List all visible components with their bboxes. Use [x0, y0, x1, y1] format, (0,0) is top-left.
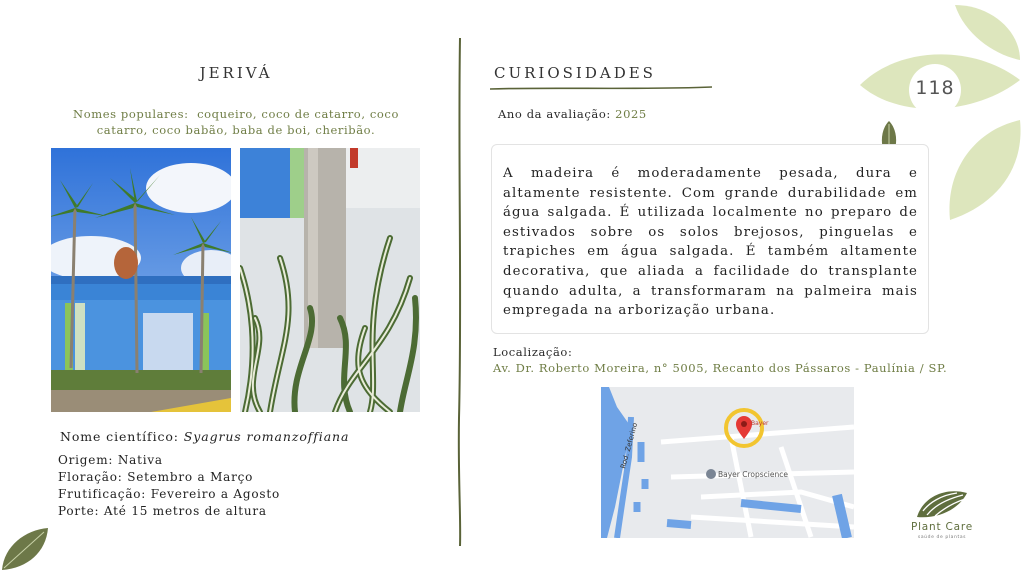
map-place-label: Bayer Cropscience — [718, 470, 788, 479]
plant-care-logo-icon — [915, 487, 969, 519]
popular-names-label: Nomes populares: — [73, 107, 189, 121]
plant-info — [58, 452, 280, 520]
brand-name: Plant Care — [910, 521, 974, 533]
brand-tagline: saúde de plantas — [917, 535, 967, 540]
map-road-label: Rod. Zeferino — [619, 421, 640, 470]
location-map — [601, 387, 854, 538]
plant-name-title: JERIVÁ — [199, 64, 273, 82]
popular-names — [52, 106, 420, 138]
location-label: Localização: — [493, 345, 573, 359]
popular-names-line2: catarro, coco babão, baba de boi, cheribão. — [96, 123, 376, 137]
title-underline — [490, 84, 712, 92]
scientific-label: Nome científico: — [60, 429, 179, 444]
evaluation-year — [498, 107, 647, 121]
leaf-icon-bottom — [0, 526, 50, 572]
vertical-divider — [455, 38, 465, 546]
palm-trees-photo — [51, 148, 231, 412]
origin: Origem: Nativa — [58, 453, 163, 467]
evaluation-year-value: 2025 — [615, 107, 647, 121]
fruiting: Frutificação: Fevereiro a Agosto — [58, 487, 281, 501]
scientific-name — [60, 429, 349, 444]
size: Porte: Até 15 metros de altura — [58, 504, 267, 518]
trunk-photo — [240, 148, 420, 412]
curiosity-text: A madeira é moderadamente pesada, dura e altamente resistente. Com grande durabilidade em água salgada. É utilizada localmente no preparo de estivados sobre os solos brejosos, pinguelas e trapiches em água salgada. É também altamente decorativa, que aliada a facilidade do transplante quando adulta, a transformaram na palmeira mais empregada na arborização urbana. — [503, 166, 918, 319]
map-pin-label: Bayer — [751, 420, 769, 427]
evaluation-year-label: Ano da avaliação: — [498, 107, 611, 121]
curiosity-card — [491, 144, 929, 334]
curiosities-title: CURIOSIDADES — [494, 64, 656, 82]
flowering: Floração: Setembro a Março — [58, 470, 254, 484]
page-number: 118 — [915, 77, 955, 99]
scientific-value: Syagrus romanzoffiana — [183, 429, 350, 444]
location-address: Av. Dr. Roberto Moreira, n° 5005, Recanto dos Pássaros - Paulínia / SP. — [493, 361, 948, 375]
popular-names-line1: coqueiro, coco de catarro, coco — [197, 107, 399, 121]
